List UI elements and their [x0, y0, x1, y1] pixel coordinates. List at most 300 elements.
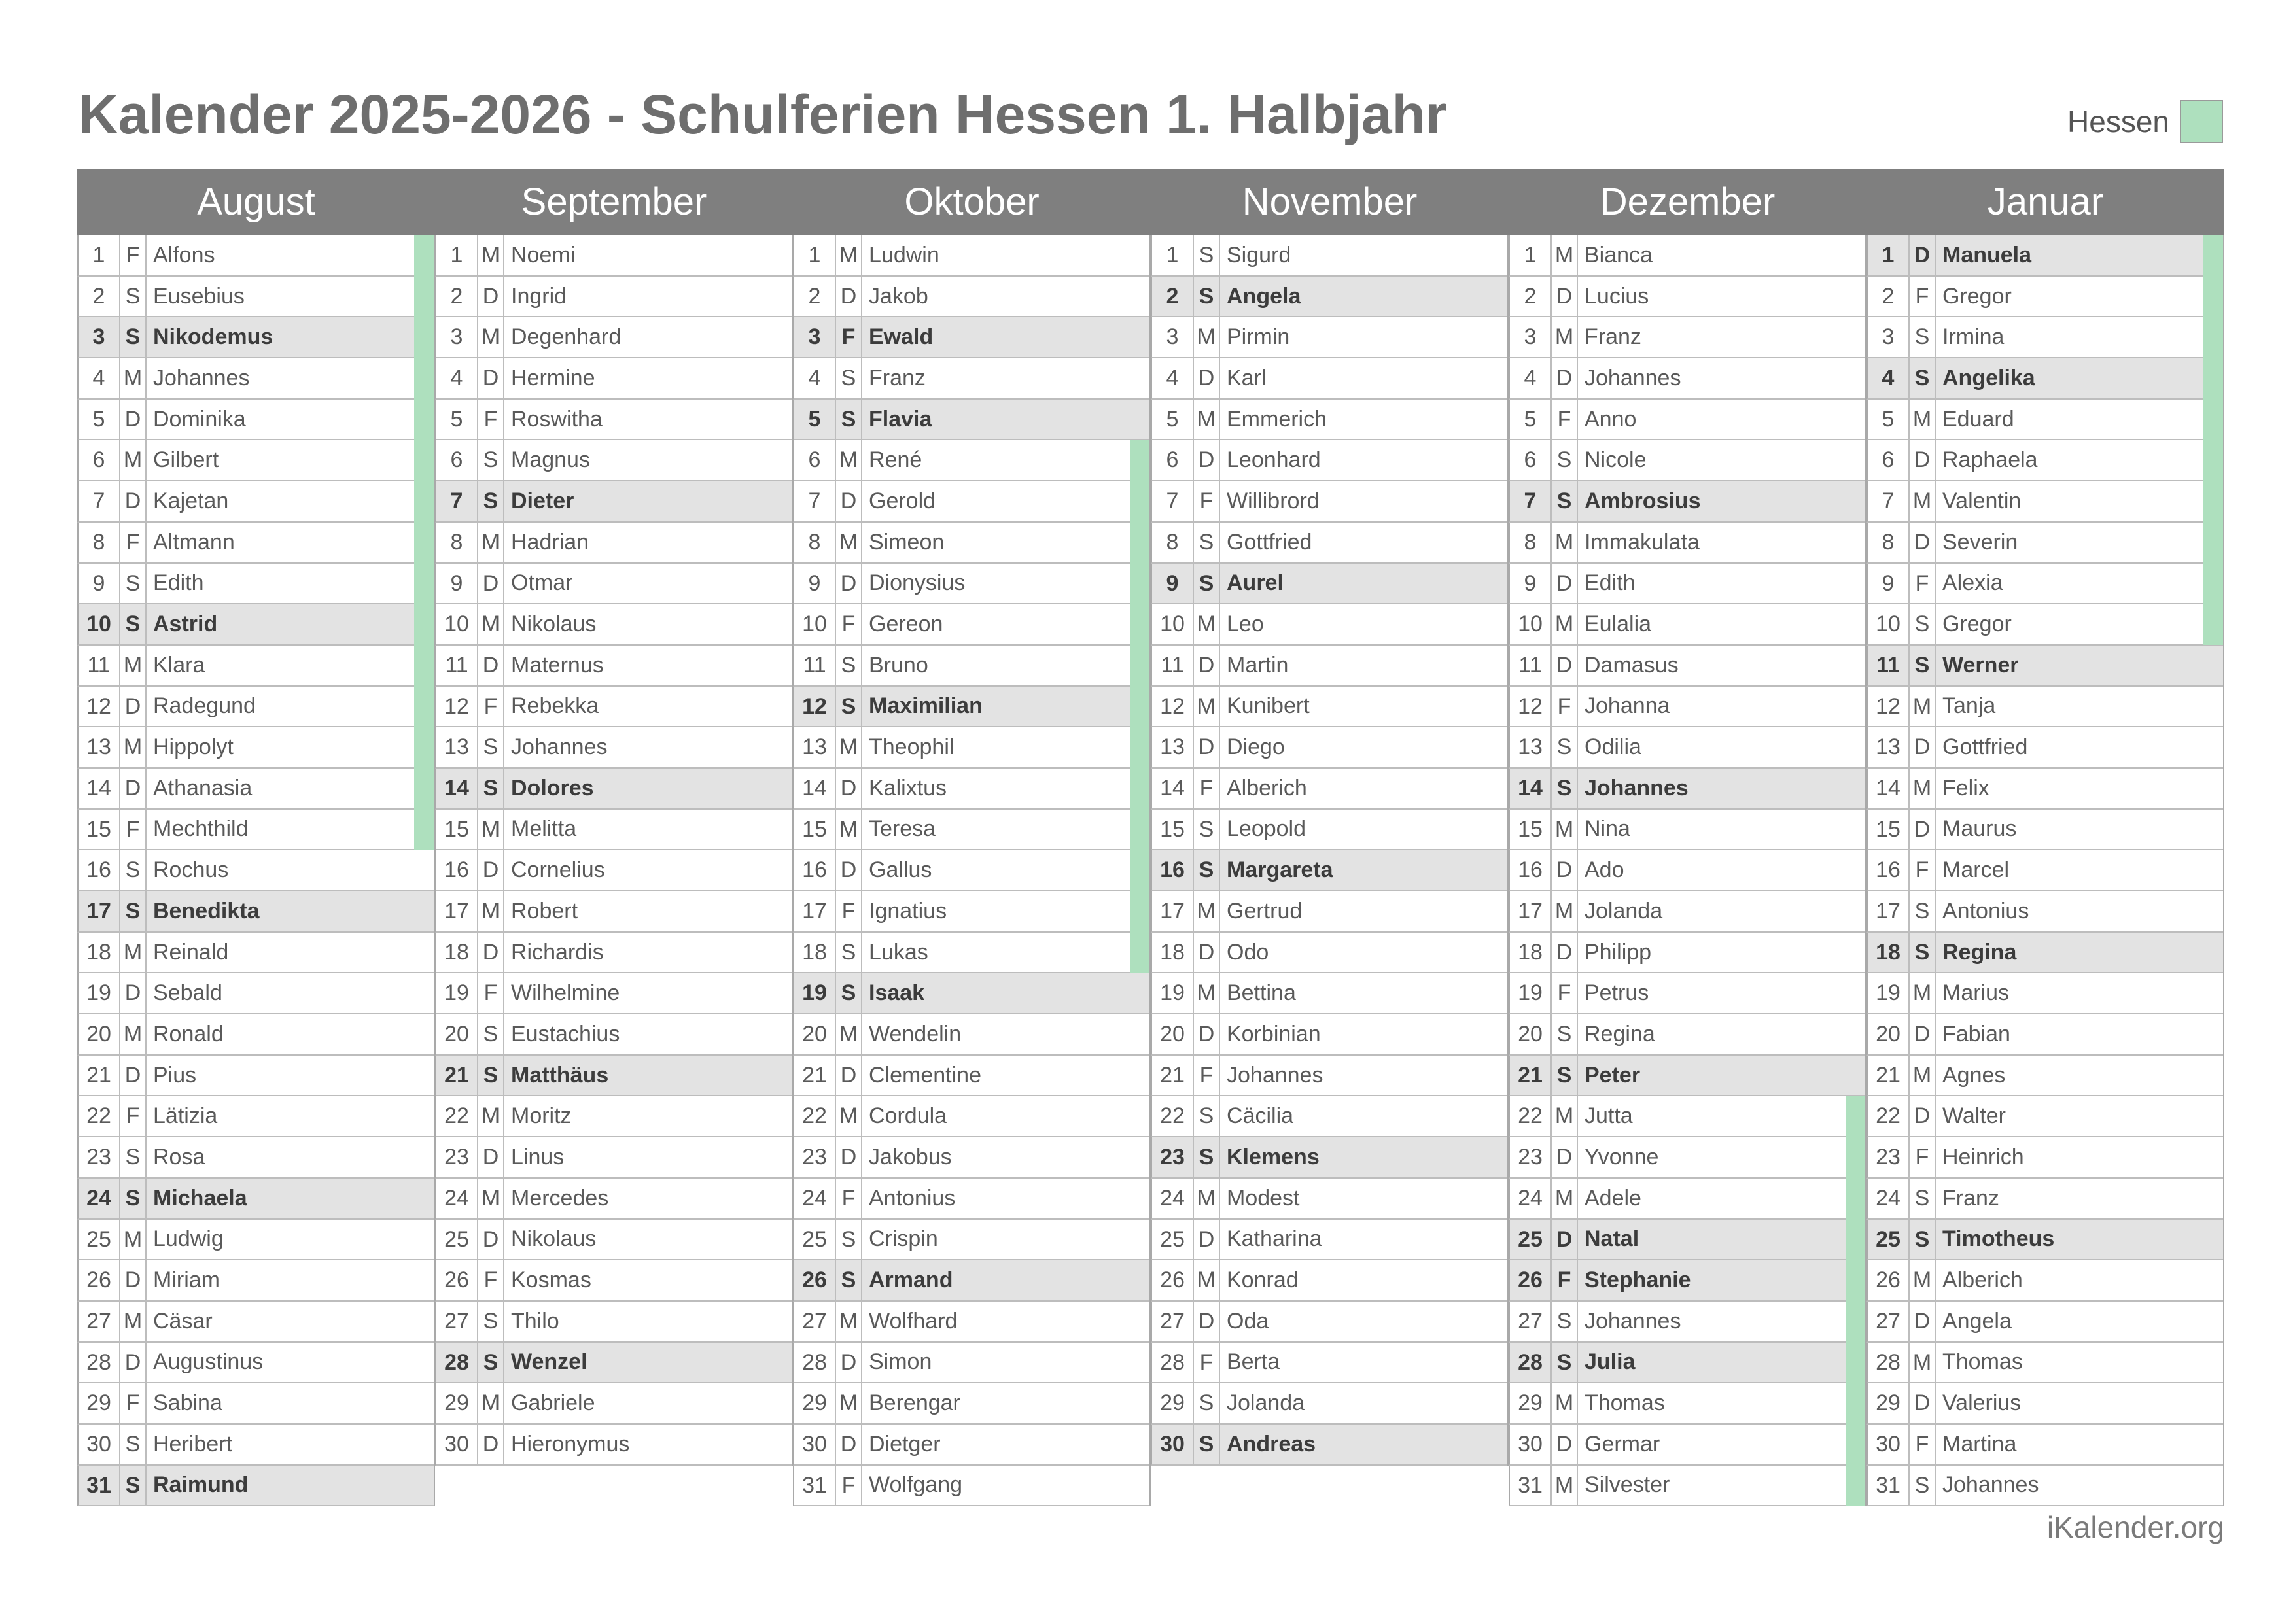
day-number: 7	[1868, 481, 1910, 521]
day-weekday: D	[1194, 933, 1220, 973]
day-name-of-saint: Agnes	[1942, 1062, 2006, 1088]
day-name-of-saint: Michaela	[153, 1185, 247, 1211]
day-number: 20	[1868, 1014, 1910, 1054]
calendar-grid	[77, 169, 2224, 1506]
day-name-of-saint: Linus	[511, 1144, 565, 1169]
day-weekday: S	[1910, 604, 1936, 644]
day-weekday: M	[1910, 1056, 1936, 1096]
day-name-of-saint: Thilo	[511, 1308, 559, 1334]
day-row	[793, 850, 1149, 891]
day-name-of-saint: Cäcilia	[1227, 1103, 1294, 1129]
day-number: 12	[1868, 687, 1910, 727]
day-row	[793, 235, 1149, 277]
day-weekday: M	[1552, 523, 1578, 562]
day-weekday: S	[1194, 523, 1220, 562]
day-number: 30	[436, 1425, 478, 1464]
day-row	[793, 646, 1149, 687]
day-number: 13	[1868, 727, 1910, 767]
day-number: 7	[79, 481, 120, 521]
day-row	[1866, 1096, 2223, 1137]
day-number: 17	[794, 891, 836, 931]
day-row	[77, 1383, 434, 1425]
day-number: 2	[1868, 277, 1910, 317]
day-weekday: M	[1552, 810, 1578, 850]
day-row	[1151, 973, 1507, 1014]
day-row	[1509, 523, 1865, 564]
day-row	[793, 317, 1149, 358]
day-weekday: S	[1552, 440, 1578, 480]
day-row	[435, 1425, 792, 1466]
day-name-of-saint: Alfons	[153, 242, 215, 268]
day-row	[77, 277, 434, 318]
day-weekday: M	[478, 1383, 504, 1423]
day-number: 22	[79, 1096, 120, 1136]
day-weekday: S	[1910, 317, 1936, 357]
day-row	[77, 810, 434, 851]
day-row	[435, 727, 792, 769]
day-row	[793, 440, 1149, 481]
day-number: 29	[794, 1383, 836, 1423]
day-name-of-saint: Teresa	[869, 816, 936, 842]
day-name-of-saint: Franz	[1942, 1185, 1999, 1211]
day-weekday: D	[120, 400, 147, 440]
day-weekday: S	[1194, 1137, 1220, 1177]
day-weekday: M	[120, 358, 147, 398]
day-row	[77, 1260, 434, 1302]
school-holiday-marker	[414, 563, 434, 604]
day-number: 21	[436, 1056, 478, 1096]
day-name-of-saint: Eustachius	[511, 1021, 620, 1046]
day-weekday: S	[1910, 891, 1936, 931]
day-name-of-saint: Oda	[1227, 1308, 1269, 1334]
day-name-of-saint: Clementine	[869, 1062, 981, 1088]
day-weekday: S	[1194, 850, 1220, 890]
day-name-of-saint: Roswitha	[511, 406, 603, 432]
day-number: 31	[794, 1466, 836, 1506]
day-weekday: S	[1552, 727, 1578, 767]
day-weekday: D	[1552, 850, 1578, 890]
school-holiday-marker	[414, 522, 434, 563]
day-weekday: F	[1910, 850, 1936, 890]
school-holiday-marker	[1130, 891, 1149, 932]
day-number: 8	[436, 523, 478, 562]
day-weekday: S	[1552, 1014, 1578, 1054]
day-row	[1151, 850, 1507, 891]
day-row	[793, 1343, 1149, 1384]
day-row	[435, 1220, 792, 1261]
day-number: 17	[1510, 891, 1552, 931]
day-name-of-saint: Simon	[869, 1349, 932, 1375]
day-name-of-saint: Gottfried	[1942, 734, 2028, 760]
day-row	[77, 850, 434, 891]
day-number: 9	[1868, 564, 1910, 604]
day-row	[793, 1220, 1149, 1261]
day-row	[793, 1179, 1149, 1220]
day-name-of-saint: Edith	[153, 570, 204, 596]
day-row	[793, 523, 1149, 564]
day-number: 30	[79, 1425, 120, 1464]
day-name-of-saint: Wendelin	[869, 1021, 962, 1046]
day-name-of-saint: Dietger	[869, 1431, 941, 1457]
day-row	[793, 769, 1149, 810]
school-holiday-marker	[2203, 276, 2223, 317]
day-name-of-saint: Degenhard	[511, 324, 622, 350]
day-number: 24	[1868, 1179, 1910, 1218]
day-row	[77, 1056, 434, 1097]
school-holiday-marker	[2203, 358, 2223, 399]
day-name-of-saint: Wolfhard	[869, 1308, 958, 1334]
day-number: 1	[436, 235, 478, 275]
day-row	[435, 1137, 792, 1179]
day-row	[1866, 1179, 2223, 1220]
day-row	[435, 1014, 792, 1056]
day-weekday: S	[478, 1014, 504, 1054]
day-row	[1509, 933, 1865, 974]
day-number: 28	[794, 1343, 836, 1383]
day-number: 6	[79, 440, 120, 480]
day-number: 12	[436, 687, 478, 727]
day-row	[77, 523, 434, 564]
day-number: 5	[79, 400, 120, 440]
day-weekday: S	[478, 1302, 504, 1341]
day-name-of-saint: Matthäus	[511, 1062, 609, 1088]
day-name-of-saint: Peter	[1585, 1062, 1641, 1088]
day-weekday: D	[1552, 564, 1578, 604]
day-name-of-saint: Jutta	[1585, 1103, 1633, 1129]
day-number: 6	[1510, 440, 1552, 480]
day-number: 1	[1510, 235, 1552, 275]
day-weekday: D	[120, 973, 147, 1013]
day-number: 26	[1510, 1260, 1552, 1300]
day-row	[1509, 1096, 1865, 1137]
school-holiday-marker	[1130, 850, 1149, 891]
day-row	[1866, 277, 2223, 318]
day-row	[77, 933, 434, 974]
day-number: 28	[1868, 1343, 1910, 1383]
day-weekday: M	[1910, 1260, 1936, 1300]
school-holiday-marker	[2203, 235, 2223, 276]
month-column-november	[1151, 169, 1509, 1506]
day-row	[435, 358, 792, 400]
day-weekday: D	[120, 481, 147, 521]
day-number: 30	[1510, 1425, 1552, 1464]
day-number: 22	[1868, 1096, 1910, 1136]
day-row	[77, 604, 434, 646]
day-number: 2	[436, 277, 478, 317]
day-weekday: S	[478, 1056, 504, 1096]
day-weekday: S	[836, 933, 862, 973]
day-name-of-saint: Fabian	[1942, 1021, 2010, 1046]
school-holiday-marker	[1130, 727, 1149, 768]
school-holiday-marker	[2203, 481, 2223, 522]
day-weekday: F	[1194, 1056, 1220, 1096]
school-holiday-marker	[1846, 1424, 1865, 1465]
school-holiday-marker	[1130, 604, 1149, 645]
day-weekday: M	[1910, 769, 1936, 808]
day-name-of-saint: Gregor	[1942, 283, 2012, 309]
day-row	[435, 481, 792, 523]
day-name-of-saint: Werner	[1942, 652, 2019, 678]
day-name-of-saint: Felix	[1942, 775, 1989, 801]
day-row	[1509, 1260, 1865, 1302]
day-name-of-saint: Flavia	[869, 406, 932, 432]
footer-credit: iKalender.org	[2046, 1510, 2224, 1544]
day-name-of-saint: Marius	[1942, 980, 2010, 1006]
day-name-of-saint: Silvester	[1585, 1472, 1670, 1498]
day-row	[77, 1343, 434, 1384]
school-holiday-marker	[414, 481, 434, 522]
day-number: 17	[1868, 891, 1910, 931]
day-row	[1151, 1014, 1507, 1056]
day-name-of-saint: Damasus	[1585, 652, 1679, 678]
day-weekday: D	[1194, 1220, 1220, 1260]
month-header: August	[77, 169, 435, 235]
day-number: 20	[79, 1014, 120, 1054]
day-name-of-saint: Jakobus	[869, 1144, 952, 1169]
day-name-of-saint: Manuela	[1942, 242, 2032, 268]
day-number: 1	[794, 235, 836, 275]
day-row	[793, 1056, 1149, 1097]
day-name-of-saint: Armand	[869, 1268, 953, 1293]
day-name-of-saint: Yvonne	[1585, 1144, 1659, 1169]
school-holiday-marker	[414, 358, 434, 399]
school-holiday-marker	[1846, 1301, 1865, 1342]
day-name-of-saint: Natal	[1585, 1226, 1639, 1252]
day-weekday: S	[478, 440, 504, 480]
day-weekday: D	[1910, 810, 1936, 850]
day-list	[1866, 235, 2224, 1506]
day-weekday: D	[1552, 1220, 1578, 1260]
day-number: 25	[1510, 1220, 1552, 1260]
day-row	[77, 564, 434, 605]
day-row	[435, 523, 792, 564]
day-weekday: M	[836, 523, 862, 562]
day-row	[1151, 891, 1507, 933]
day-number: 18	[794, 933, 836, 973]
day-number: 28	[1152, 1343, 1194, 1383]
month-header: November	[1151, 169, 1509, 235]
day-number: 31	[1868, 1466, 1910, 1506]
day-name-of-saint: Margareta	[1227, 857, 1333, 883]
day-number: 11	[1152, 646, 1194, 685]
day-list	[1509, 235, 1866, 1506]
school-holiday-marker	[1130, 440, 1149, 481]
day-name-of-saint: Cordula	[869, 1103, 947, 1129]
day-name-of-saint: Bettina	[1227, 980, 1296, 1006]
day-name-of-saint: Hadrian	[511, 529, 589, 555]
school-holiday-marker	[1846, 1383, 1865, 1424]
day-row	[1866, 1137, 2223, 1179]
day-weekday: M	[120, 933, 147, 973]
day-number: 15	[1510, 810, 1552, 850]
day-row	[1866, 687, 2223, 728]
school-holiday-marker	[414, 235, 434, 276]
day-weekday: D	[478, 1220, 504, 1260]
day-weekday: S	[836, 646, 862, 685]
day-weekday: S	[1194, 277, 1220, 317]
day-row	[77, 1014, 434, 1056]
day-row	[1509, 1137, 1865, 1179]
day-weekday: S	[1194, 1425, 1220, 1464]
day-name-of-saint: Tanja	[1942, 693, 1996, 719]
day-name-of-saint: Konrad	[1227, 1268, 1299, 1293]
day-number: 11	[794, 646, 836, 685]
day-row	[1151, 1220, 1507, 1261]
day-number: 29	[1152, 1383, 1194, 1423]
day-list	[1151, 235, 1509, 1466]
day-row	[1151, 1137, 1507, 1179]
day-row	[1509, 1220, 1865, 1261]
day-number: 19	[436, 973, 478, 1013]
day-number: 15	[436, 810, 478, 850]
day-weekday: D	[120, 1260, 147, 1300]
day-row	[1509, 850, 1865, 891]
legend-label: Hessen	[2067, 105, 2169, 139]
day-row	[435, 604, 792, 646]
day-name-of-saint: Pirmin	[1227, 324, 1290, 350]
day-row	[77, 1179, 434, 1220]
day-number: 13	[794, 727, 836, 767]
school-holiday-marker	[2203, 522, 2223, 563]
day-row	[1866, 1056, 2223, 1097]
day-name-of-saint: Hermine	[511, 365, 595, 390]
day-row	[1509, 727, 1865, 769]
day-number: 4	[436, 358, 478, 398]
day-weekday: M	[1552, 1383, 1578, 1423]
day-number: 18	[436, 933, 478, 973]
day-weekday: F	[1552, 973, 1578, 1013]
day-number: 19	[1152, 973, 1194, 1013]
day-row	[1866, 1343, 2223, 1384]
day-weekday: F	[120, 1096, 147, 1136]
day-row	[793, 1014, 1149, 1056]
day-weekday: D	[120, 1343, 147, 1383]
day-weekday: M	[1194, 400, 1220, 440]
day-number: 28	[436, 1343, 478, 1383]
day-number: 1	[1868, 235, 1910, 275]
day-number: 20	[1152, 1014, 1194, 1054]
day-row	[1866, 1466, 2223, 1507]
day-number: 11	[79, 646, 120, 685]
day-row	[1151, 727, 1507, 769]
day-weekday: S	[836, 687, 862, 727]
day-name-of-saint: Antonius	[869, 1185, 956, 1211]
day-number: 26	[1868, 1260, 1910, 1300]
day-weekday: M	[836, 810, 862, 850]
day-number: 6	[794, 440, 836, 480]
day-row	[77, 400, 434, 441]
day-name-of-saint: Johannes	[1585, 775, 1689, 801]
day-number: 9	[79, 564, 120, 604]
day-weekday: M	[478, 891, 504, 931]
day-name-of-saint: Nikolaus	[511, 612, 597, 637]
day-row	[1509, 1179, 1865, 1220]
school-holiday-marker	[1846, 1137, 1865, 1178]
day-name-of-saint: Severin	[1942, 529, 2018, 555]
day-number: 10	[1152, 604, 1194, 644]
day-name-of-saint: Wolfgang	[869, 1472, 963, 1498]
school-holiday-marker	[1846, 1096, 1865, 1137]
day-weekday: D	[478, 1137, 504, 1177]
day-row	[435, 1179, 792, 1220]
day-number: 20	[436, 1014, 478, 1054]
day-number: 2	[794, 277, 836, 317]
day-row	[1866, 604, 2223, 646]
school-holiday-marker	[1130, 932, 1149, 973]
day-weekday: M	[120, 1302, 147, 1341]
day-number: 16	[79, 850, 120, 890]
day-number: 4	[794, 358, 836, 398]
day-name-of-saint: Angelika	[1942, 365, 2035, 390]
day-row	[1151, 400, 1507, 441]
day-weekday: S	[1194, 235, 1220, 275]
day-number: 29	[79, 1383, 120, 1423]
day-number: 24	[436, 1179, 478, 1218]
day-weekday: M	[120, 1220, 147, 1260]
day-number: 3	[79, 317, 120, 357]
day-weekday: D	[478, 277, 504, 317]
day-number: 8	[794, 523, 836, 562]
day-weekday: S	[836, 1260, 862, 1300]
day-name-of-saint: Gilbert	[153, 447, 219, 473]
day-weekday: M	[836, 1096, 862, 1136]
day-name-of-saint: Ingrid	[511, 283, 567, 309]
day-row	[1509, 440, 1865, 481]
day-row	[77, 769, 434, 810]
day-name-of-saint: Karl	[1227, 365, 1267, 390]
day-number: 13	[1152, 727, 1194, 767]
day-row	[1151, 1179, 1507, 1220]
day-row	[1151, 646, 1507, 687]
day-name-of-saint: Theophil	[869, 734, 955, 760]
day-weekday: D	[1910, 1302, 1936, 1341]
day-weekday: D	[1910, 440, 1936, 480]
day-number: 31	[79, 1466, 120, 1506]
day-weekday: D	[836, 1343, 862, 1383]
day-number: 30	[1152, 1425, 1194, 1464]
day-name-of-saint: Altmann	[153, 529, 235, 555]
day-name-of-saint: Adele	[1585, 1185, 1641, 1211]
day-row	[1509, 1425, 1865, 1466]
day-row	[1151, 277, 1507, 318]
day-weekday: S	[1910, 646, 1936, 685]
day-number: 1	[1152, 235, 1194, 275]
day-name-of-saint: Aurel	[1227, 570, 1284, 596]
day-number: 9	[1152, 564, 1194, 604]
day-row	[1866, 1425, 2223, 1466]
day-row	[1866, 400, 2223, 441]
day-weekday: S	[120, 1137, 147, 1177]
day-row	[435, 850, 792, 891]
day-row	[793, 1425, 1149, 1466]
day-row	[793, 1302, 1149, 1343]
day-name-of-saint: Otmar	[511, 570, 573, 596]
day-number: 28	[1510, 1343, 1552, 1383]
day-number: 10	[794, 604, 836, 644]
day-weekday: F	[1910, 277, 1936, 317]
day-weekday: F	[836, 1179, 862, 1218]
day-number: 5	[1868, 400, 1910, 440]
month-header: Januar	[1866, 169, 2224, 235]
day-weekday: D	[1910, 523, 1936, 562]
day-number: 17	[1152, 891, 1194, 931]
day-weekday: S	[120, 1466, 147, 1506]
day-name-of-saint: Korbinian	[1227, 1021, 1321, 1046]
day-number: 15	[1868, 810, 1910, 850]
day-number: 12	[1510, 687, 1552, 727]
day-name-of-saint: Leonhard	[1227, 447, 1321, 473]
day-row	[1866, 358, 2223, 400]
